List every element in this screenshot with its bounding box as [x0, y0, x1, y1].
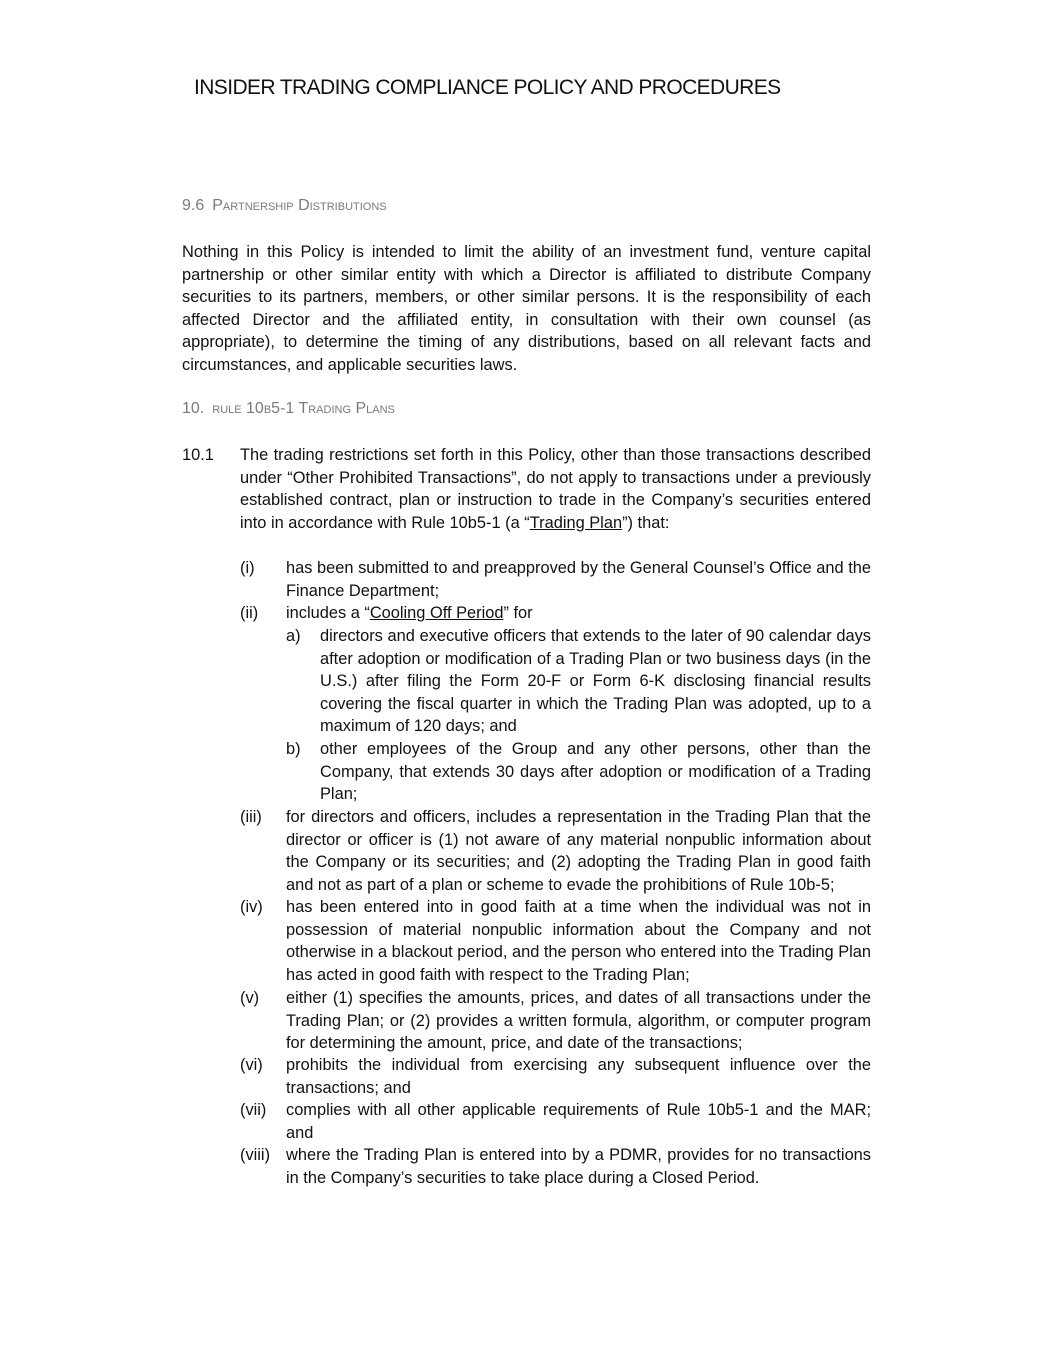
- list-item-text: has been entered into in good faith at a time when the individual was not in possession of material nonpublic information about the Company and not otherwise in a blackout period, and the person who entered into the Trading Plan has acted in good faith with respect to the Trading Plan;: [286, 898, 871, 984]
- list-item-label: (vii): [240, 1101, 267, 1119]
- list-item-text: where the Trading Plan is entered into by a PDMR, provides for no transactions in the Company’s securities to take place during a Closed Period.: [286, 1146, 871, 1187]
- list-item-label: (viii): [240, 1146, 271, 1164]
- list-item-text: has been submitted to and preapproved by the General Counsel’s Office and the Finance Department;: [286, 559, 871, 600]
- sub-list-item: [286, 738, 871, 806]
- list-item-label: (iv): [240, 898, 263, 916]
- defined-term-trading-plan: Trading Plan: [529, 513, 623, 532]
- list-item-label: (iii): [240, 808, 262, 826]
- list-item-text: either (1) specifies the amounts, prices, and dates of all transactions under the Trading Plan; or (2) provides a written formula, algorithm, or computer program for determining the amount, price, and date of the transactions;: [286, 989, 871, 1053]
- section-heading-10: [182, 400, 395, 418]
- list-item-text: prohibits the individual from exercising any subsequent influence over the transactions; and: [286, 1056, 871, 1097]
- document-title: INSIDER TRADING COMPLIANCE POLICY AND PROCEDURES: [194, 76, 781, 99]
- sub-list-item-text: other employees of the Group and any other persons, other than the Company, that extends 30 days after adoption or modification of a Trading Plan;: [320, 740, 871, 804]
- list-item-label: (vi): [240, 1056, 263, 1074]
- list-item: [240, 602, 871, 626]
- list-item-label: (v): [240, 989, 260, 1007]
- sub-list-item: [286, 625, 871, 738]
- section-number: 9.6: [182, 197, 205, 214]
- section-title: Partnership Distributions: [212, 197, 387, 214]
- clause-10-1: [182, 444, 871, 536]
- list-item: [240, 987, 871, 1055]
- sub-list-item-label: a): [286, 627, 301, 645]
- sub-list-item-text: directors and executive officers that extends to the later of 90 calendar days after adoption or modification of a Trading Plan or two business days (in the U.S.) after filing the Form 20-F or Form 6-K disclosing financial results covering the fiscal quarter in which the Trading Plan was adopted, up to a maximum of 120 days; and: [320, 627, 871, 736]
- list-item: [240, 1054, 871, 1100]
- clause-number: 10.1: [182, 446, 214, 464]
- list-item-label: (ii): [240, 604, 259, 622]
- list-item: [240, 1144, 871, 1190]
- section-number: 10.: [182, 400, 205, 417]
- list-item-text: includes a “Cooling Off Period” for: [286, 604, 533, 622]
- list-item: [240, 896, 871, 987]
- defined-term-cooling-off-period: Cooling Off Period: [369, 604, 504, 622]
- section-heading-9-6: [182, 197, 387, 215]
- partnership-distributions-paragraph: Nothing in this Policy is intended to limit the ability of an investment fund, venture capital partnership or other similar entity with which a Director is affiliated to distribute Company securities to its partners, members, or other similar persons. It is the responsibility of each affected Director and the affiliated entity, in consultation with their own counsel (as appropriate), to determine the timing of any distributions, based on all relevant facts and circumstances, and applicable securities laws.: [182, 243, 871, 374]
- list-item: [240, 1099, 871, 1145]
- sub-list-item-label: b): [286, 740, 301, 758]
- section-title: rule 10b5-1 Trading Plans: [212, 400, 395, 417]
- list-item-text: for directors and officers, includes a representation in the Trading Plan that the director or officer is (1) not aware of any material nonpublic information about the Company or its securities; and (2) adopting the Trading Plan in good faith and not as part of a plan or scheme to evade the prohibitions of Rule 10b-5;: [286, 808, 871, 894]
- list-item: [240, 557, 871, 603]
- clause-text: The trading restrictions set forth in this Policy, other than those transactions described under “Other Prohibited Transactions”, do not apply to transactions under a previously established contract, plan or instruction to trade in the Company’s securities entered into in accordance with Rule 10b5-1 (a “Trading Plan”) that:: [240, 446, 871, 532]
- list-item: [240, 806, 871, 897]
- list-item-text: complies with all other applicable requirements of Rule 10b5-1 and the MAR; and: [286, 1101, 871, 1142]
- list-item-label: (i): [240, 559, 255, 577]
